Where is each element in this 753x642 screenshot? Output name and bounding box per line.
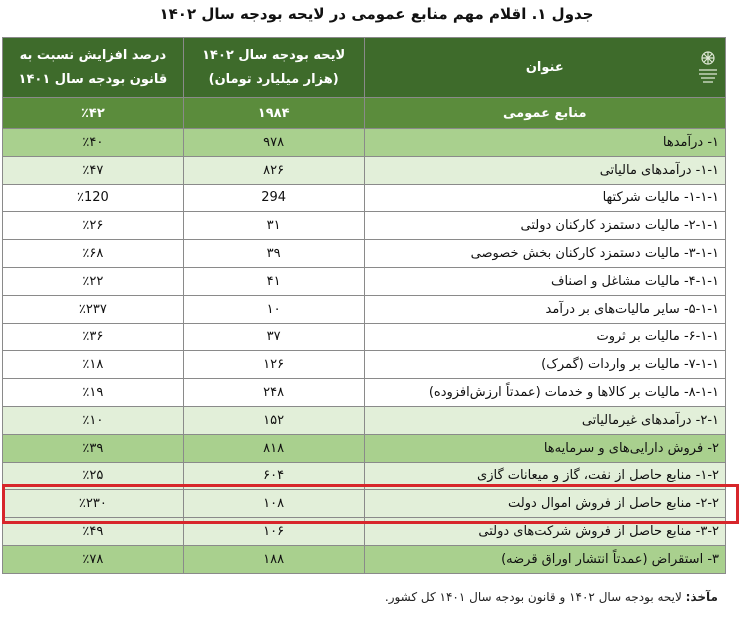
table-row xyxy=(3,156,726,184)
row-title: ۷-۱-۱- مالیات بر واردات (گمرک) xyxy=(364,351,725,379)
row-value: ۹۷۸ xyxy=(183,129,364,157)
row-pct: ٪۱۸ xyxy=(3,351,184,379)
header-title: عنوان xyxy=(364,38,725,98)
row-title: ۱-۱- درآمدهای مالیاتی xyxy=(364,156,725,184)
source-note: مآخذ: لایحه بودجه سال ۱۴۰۲ و قانون بودجه سال ۱۴۰۱ کل کشور. xyxy=(384,590,718,604)
total-title: منابع عمومی xyxy=(364,98,725,129)
total-pct: ٪۴۲ xyxy=(3,98,184,129)
row-title: ۱-۲- منابع حاصل از نفت، گاز و میعانات گازی xyxy=(364,462,725,490)
row-value: ۳۷ xyxy=(183,323,364,351)
row-pct: ٪۲۶ xyxy=(3,212,184,240)
row-pct: ٪۷۸ xyxy=(3,545,184,573)
row-pct: ٪۴۰ xyxy=(3,129,184,157)
total-value: ۱۹۸۴ xyxy=(183,98,364,129)
row-title: ۲- فروش دارایی‌های و سرمایه‌ها xyxy=(364,434,725,462)
row-pct: ٪۳۹ xyxy=(3,434,184,462)
row-value: ۱۰۸ xyxy=(183,490,364,518)
table-row xyxy=(3,323,726,351)
row-title: ۳-۱-۱- مالیات دستمزد کارکنان بخش خصوصی xyxy=(364,240,725,268)
row-value: ۸۱۸ xyxy=(183,434,364,462)
table-row xyxy=(3,240,726,268)
row-title: ۱-۱-۱- مالیات شرکتها xyxy=(364,184,725,212)
row-value: ۱۵۲ xyxy=(183,406,364,434)
row-value: ۱۸۸ xyxy=(183,545,364,573)
row-title: ۲-۱-۱- مالیات دستمزد کارکنان دولتی xyxy=(364,212,725,240)
row-pct: ٪120 xyxy=(3,184,184,212)
row-pct: ٪۲۲ xyxy=(3,267,184,295)
table-row xyxy=(3,184,726,212)
table-row xyxy=(3,129,726,157)
row-pct: ٪۴۹ xyxy=(3,518,184,546)
row-value: ۳۱ xyxy=(183,212,364,240)
row-title: ۲-۲- منابع حاصل از فروش اموال دولت xyxy=(364,490,725,518)
row-pct: ٪۲۳۷ xyxy=(3,295,184,323)
row-title: ۲-۱- درآمدهای غیرمالیاتی xyxy=(364,406,725,434)
row-value: ۳۹ xyxy=(183,240,364,268)
row-pct: ٪۳۶ xyxy=(3,323,184,351)
row-value: ۶۰۴ xyxy=(183,462,364,490)
table-row xyxy=(3,351,726,379)
table-row xyxy=(3,267,726,295)
table-row xyxy=(3,212,726,240)
row-pct: ٪۶۸ xyxy=(3,240,184,268)
table-row xyxy=(3,379,726,407)
logo-icon xyxy=(695,50,721,86)
table-row xyxy=(3,295,726,323)
highlight-box xyxy=(2,484,739,524)
total-row xyxy=(3,98,726,129)
row-value: ۱۰ xyxy=(183,295,364,323)
row-value: ۴۱ xyxy=(183,267,364,295)
row-pct: ٪۲۵ xyxy=(3,462,184,490)
table-row xyxy=(3,434,726,462)
row-title: ۸-۱-۱- مالیات بر کالاها و خدمات (عمدتاً ارزش‌افزوده) xyxy=(364,379,725,407)
header-budget: لایحه بودجه سال ۱۴۰۲ (هزار میلیارد تومان) xyxy=(183,38,364,98)
row-title: ۳-۲- منابع حاصل از فروش شرکت‌های دولتی xyxy=(364,518,725,546)
row-value: ۲۴۸ xyxy=(183,379,364,407)
table-title: جدول ۱. اقلام مهم منابع عمومی در لایحه بودجه سال ۱۴۰۲ xyxy=(159,5,594,23)
row-value: ۱۲۶ xyxy=(183,351,364,379)
row-value: 294 xyxy=(183,184,364,212)
row-title: ۶-۱-۱- مالیات بر ثروت xyxy=(364,323,725,351)
table-row xyxy=(3,406,726,434)
row-title: ۱- درآمدها xyxy=(364,129,725,157)
header-pct: درصد افزایش نسبت به قانون بودجه سال ۱۴۰۱ xyxy=(3,38,184,98)
row-pct: ٪۲۳۰ xyxy=(3,490,184,518)
table-row xyxy=(3,545,726,573)
row-pct: ٪۱۰ xyxy=(3,406,184,434)
row-pct: ٪۱۹ xyxy=(3,379,184,407)
row-title: ۳- استقراض (عمدتاً انتشار اوراق قرضه) xyxy=(364,545,725,573)
row-title: ۵-۱-۱- سایر مالیات‌های بر درآمد xyxy=(364,295,725,323)
row-pct: ٪۴۷ xyxy=(3,156,184,184)
row-value: ۱۰۶ xyxy=(183,518,364,546)
row-value: ۸۲۶ xyxy=(183,156,364,184)
row-title: ۴-۱-۱- مالیات مشاغل و اصناف xyxy=(364,267,725,295)
header-row xyxy=(3,38,726,98)
